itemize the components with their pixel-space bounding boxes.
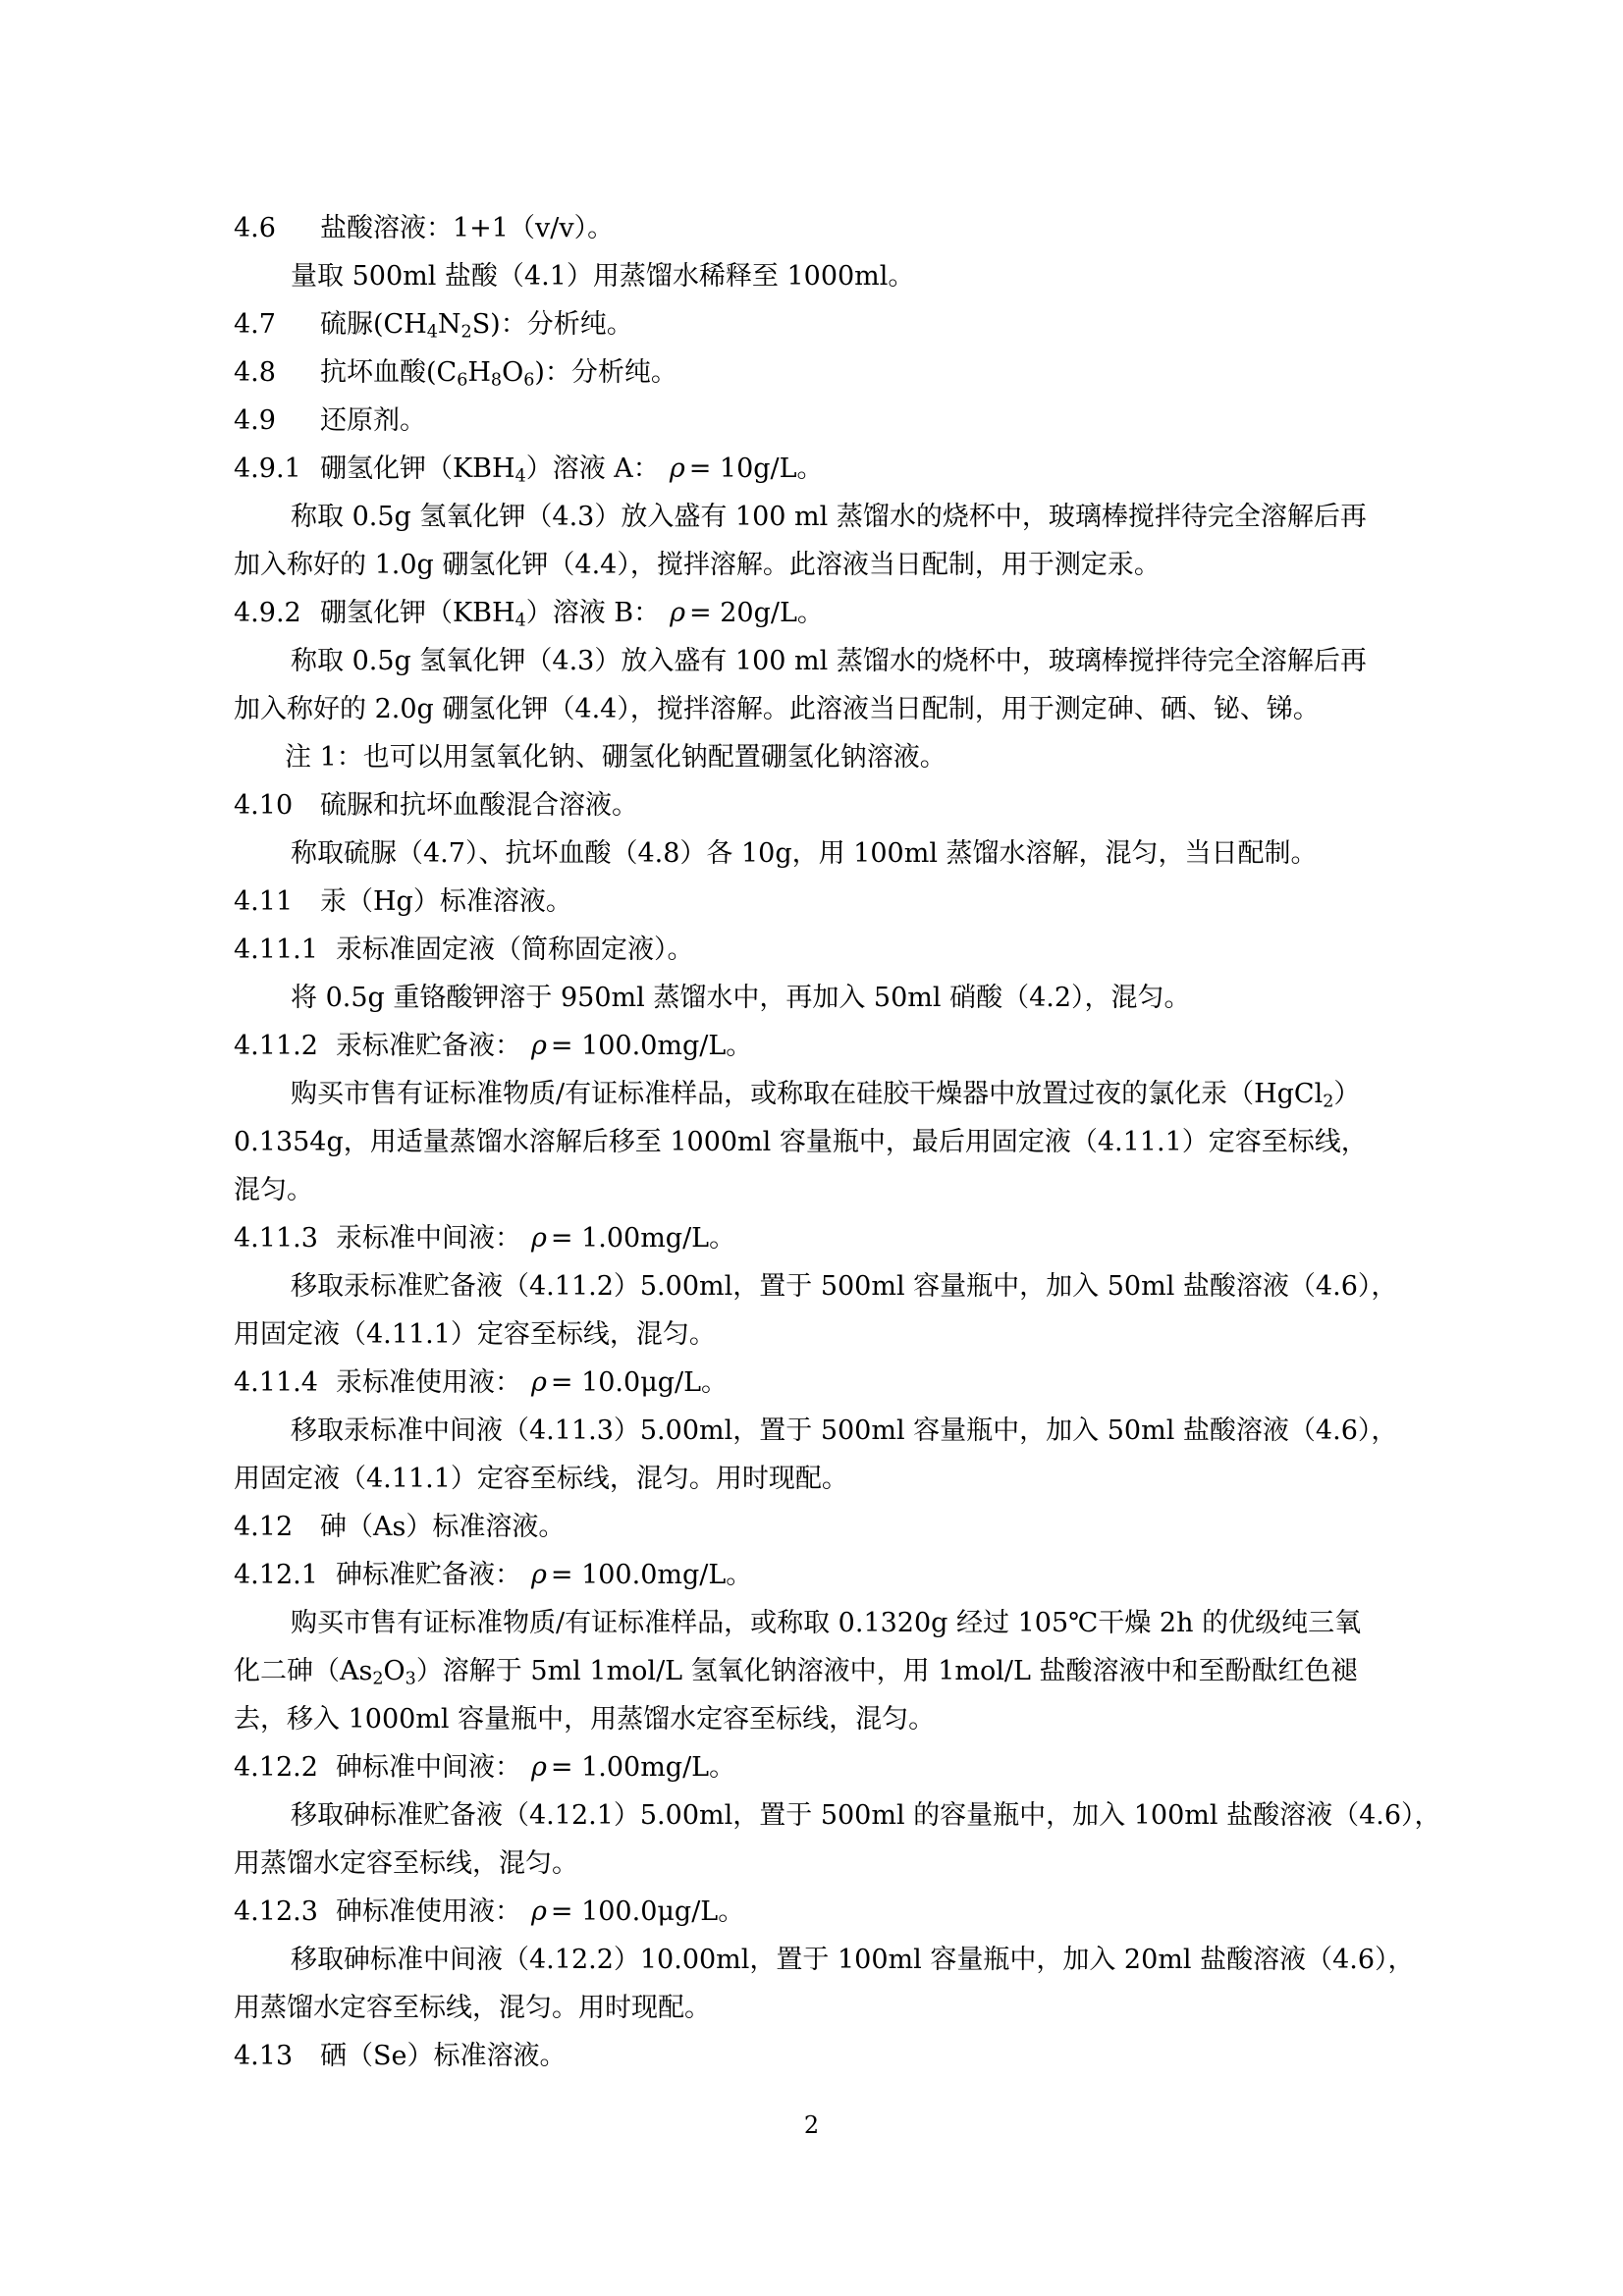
paragraph-line: 化二砷$(As_2O_3)$溶解于 5ml 1mol/L 氢氧化钠溶液中，用 1mol/L 盐酸溶液中和至酚酞红色褪 <box>234 1656 1358 1689</box>
section-4-11-2: 4.11.2 汞标准贮备液： ρ = 100.0mg/L。 <box>234 1031 753 1061</box>
paragraph-line: 称取硫脲（4.7）、抗坏血酸（4.8）各 10g，用 100ml 蒸馏水溶解，混匀，当日配制。 <box>291 838 1318 869</box>
section-4-13: 4.13 硒（Se）标准溶液。 <box>234 2041 567 2071</box>
paragraph-line: 加入称好的 2.0g 硼氢化钾（4.4），搅拌溶解。此溶液当日配制，用于测定砷、硒、铋、锑。 <box>234 694 1320 724</box>
section-4-9-1: 4.9.1 硼氢化钾$(KBH_4)$溶液 A： ρ = 10g/L。 <box>234 454 824 487</box>
paragraph-line: 量取 500ml 盐酸（4.1）用蒸馏水稀释至 1000ml。 <box>291 261 915 292</box>
paragraph-line: 用固定液（4.11.1）定容至标线，混匀。 <box>234 1319 716 1350</box>
paragraph-line: 购买市售有证标准物质/有证标准样品，或称取 0.1320g 经过 105℃干燥 2h 的优级纯三氧 <box>291 1608 1362 1638</box>
section-4-11-3: 4.11.3 汞标准中间液： ρ = 1.00mg/L。 <box>234 1223 736 1254</box>
note-1: 注 1：也可以用氢氧化钠、硼氢化钠配置硼氢化钠溶液。 <box>285 742 947 773</box>
paragraph-line: 混匀。 <box>234 1175 313 1205</box>
section-4-6: 4.6 盐酸溶液：1+1（v/v）。 <box>234 213 615 243</box>
section-4-9: 4.9 还原剂。 <box>234 405 426 436</box>
paragraph-line: 移取砷标准贮备液（4.12.1）5.00ml，置于 500ml 的容量瓶中，加入 100ml 盐酸溶液（4.6）， <box>291 1800 1441 1831</box>
paragraph-line: 将 0.5g 重铬酸钾溶于 950ml 蒸馏水中，再加入 50ml 硝酸（4.2），混匀。 <box>291 983 1191 1013</box>
section-4-7: 4.7 硫脲$(CH_4N_2S)$：分析纯。 <box>234 309 633 343</box>
section-4-11: 4.11 汞（Hg）标准溶液。 <box>234 886 572 917</box>
section-4-11-4: 4.11.4 汞标准使用液： ρ = 10.0μg/L。 <box>234 1367 729 1398</box>
paragraph-line: 用固定液（4.11.1）定容至标线，混匀。用时现配。 <box>234 1464 848 1494</box>
section-4-11-1: 4.11.1 汞标准固定液（简称固定液）。 <box>234 934 694 965</box>
paragraph-line: 用蒸馏水定容至标线，混匀。用时现配。 <box>234 1993 711 2023</box>
paragraph-line: 移取砷标准中间液（4.12.2）10.00ml，置于 100ml 容量瓶中，加入 20ml 盐酸溶液（4.6）， <box>291 1945 1415 1975</box>
paragraph-line: 用蒸馏水定容至标线，混匀。 <box>234 1848 578 1879</box>
section-4-10: 4.10 硫脲和抗坏血酸混合溶液。 <box>234 790 638 821</box>
section-4-8: 4.8 抗坏血酸$(C_6H_8O_6)$：分析纯。 <box>234 357 677 391</box>
paragraph-line: 购买市售有证标准物质/有证标准样品，或称取在硅胶干燥器中放置过夜的氯化汞（HgCl$_2$） <box>291 1079 1361 1112</box>
paragraph-line: 称取 0.5g 氢氧化钾（4.3）放入盛有 100 ml 蒸馏水的烧杯中，玻璃棒搅拌待完全溶解后再 <box>291 502 1367 532</box>
paragraph-line: 称取 0.5g 氢氧化钾（4.3）放入盛有 100 ml 蒸馏水的烧杯中，玻璃棒搅拌待完全溶解后再 <box>291 646 1367 676</box>
section-4-12: 4.12 砷（As）标准溶液。 <box>234 1512 566 1542</box>
paragraph-line: 去，移入 1000ml 容量瓶中，用蒸馏水定容至标线，混匀。 <box>234 1704 936 1735</box>
section-4-9-2: 4.9.2 硼氢化钾$(KBH_4)$溶液 B： ρ = 20g/L。 <box>234 598 824 631</box>
paragraph-line: 加入称好的 1.0g 硼氢化钾（4.4），搅拌溶解。此溶液当日配制，用于测定汞。 <box>234 550 1161 580</box>
page-number: 2 <box>803 2111 820 2139</box>
paragraph-line: 移取汞标准贮备液（4.11.2）5.00ml，置于 500ml 容量瓶中，加入 50ml 盐酸溶液（4.6）， <box>291 1271 1398 1302</box>
section-4-12-1: 4.12.1 砷标准贮备液： ρ = 100.0mg/L。 <box>234 1560 753 1590</box>
section-4-12-2: 4.12.2 砷标准中间液： ρ = 1.00mg/L。 <box>234 1752 736 1783</box>
paragraph-line: 0.1354g，用适量蒸馏水溶解后移至 1000ml 容量瓶中，最后用固定液（4.11.1）定容至标线， <box>234 1127 1368 1157</box>
section-4-12-3: 4.12.3 砷标准使用液： ρ = 100.0μg/L。 <box>234 1896 745 1927</box>
paragraph-line: 移取汞标准中间液（4.11.3）5.00ml，置于 500ml 容量瓶中，加入 50ml 盐酸溶液（4.6）， <box>291 1415 1398 1446</box>
